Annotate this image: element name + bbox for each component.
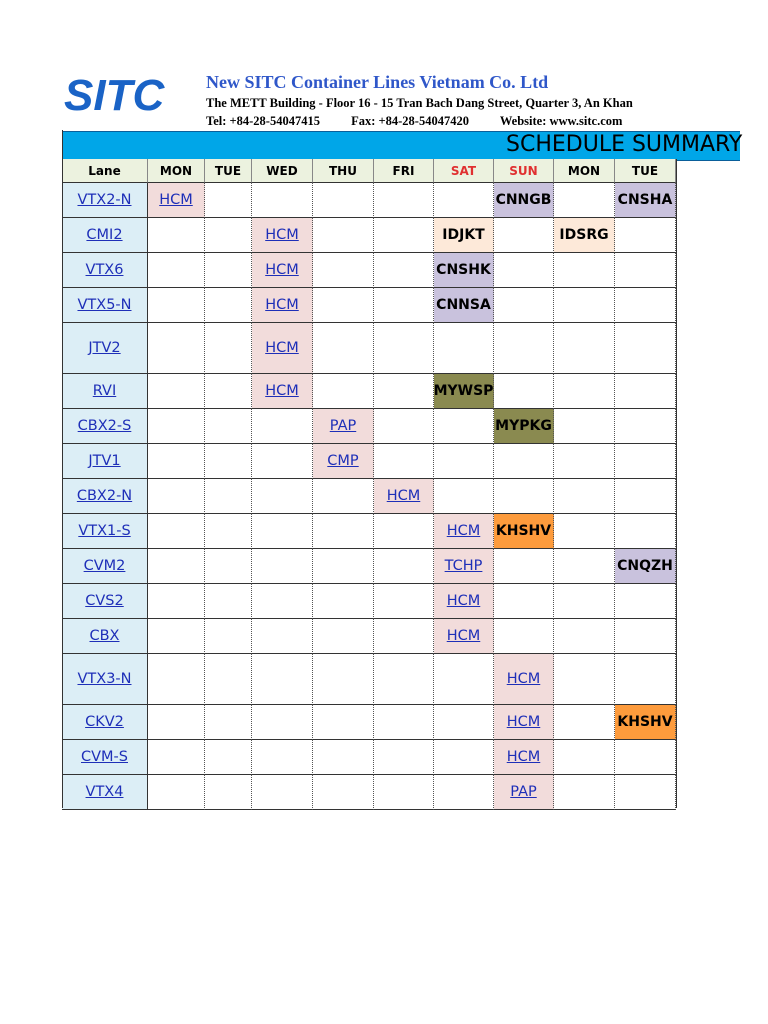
empty-cell [148, 514, 205, 549]
empty-cell [148, 740, 205, 775]
lane-link-ckv2[interactable]: CKV2 [62, 705, 148, 740]
empty-cell [434, 323, 494, 374]
empty-cell [374, 374, 434, 409]
empty-cell [252, 619, 313, 654]
empty-cell [313, 654, 374, 705]
empty-cell [313, 705, 374, 740]
empty-cell [252, 549, 313, 584]
port-badge-mypkg: MYPKG [494, 409, 554, 444]
empty-cell [554, 549, 615, 584]
lane-link-vtx3-n[interactable]: VTX3-N [62, 654, 148, 705]
empty-cell [615, 374, 676, 409]
port-link-hcm[interactable]: HCM [252, 253, 313, 288]
port-badge-cnngb: CNNGB [494, 183, 554, 218]
empty-cell [148, 479, 205, 514]
empty-cell [205, 218, 252, 253]
empty-cell [252, 479, 313, 514]
empty-cell [205, 654, 252, 705]
port-badge-cnsha: CNSHA [615, 183, 676, 218]
empty-cell [313, 514, 374, 549]
empty-cell [205, 323, 252, 374]
empty-cell [374, 218, 434, 253]
column-header-sat-6: SAT [434, 159, 494, 183]
lane-link-vtx2-n[interactable]: VTX2-N [62, 183, 148, 218]
empty-cell [374, 323, 434, 374]
port-link-hcm[interactable]: HCM [252, 218, 313, 253]
empty-cell [205, 740, 252, 775]
port-link-hcm[interactable]: HCM [434, 584, 494, 619]
empty-cell [554, 654, 615, 705]
empty-cell [494, 288, 554, 323]
empty-cell [148, 705, 205, 740]
column-header-mon-1: MON [148, 159, 205, 183]
port-badge-cnnsa: CNNSA [434, 288, 494, 323]
empty-cell [434, 705, 494, 740]
empty-cell [252, 775, 313, 810]
port-badge-idsrg: IDSRG [554, 218, 615, 253]
empty-cell [494, 584, 554, 619]
column-header-thu-4: THU [313, 159, 374, 183]
empty-cell [434, 444, 494, 479]
empty-cell [615, 514, 676, 549]
empty-cell [252, 183, 313, 218]
empty-cell [313, 775, 374, 810]
port-link-hcm[interactable]: HCM [494, 740, 554, 775]
empty-cell [374, 654, 434, 705]
empty-cell [148, 253, 205, 288]
empty-cell [374, 740, 434, 775]
lane-link-cvm-s[interactable]: CVM-S [62, 740, 148, 775]
empty-cell [554, 183, 615, 218]
table-right-border [676, 159, 677, 808]
empty-cell [615, 775, 676, 810]
column-header-tue-2: TUE [205, 159, 252, 183]
empty-cell [252, 705, 313, 740]
empty-cell [205, 444, 252, 479]
empty-cell [374, 409, 434, 444]
empty-cell [554, 253, 615, 288]
website-text: Website: www.sitc.com [499, 114, 623, 128]
sitc-logo [62, 70, 165, 120]
lane-link-vtx4[interactable]: VTX4 [62, 775, 148, 810]
empty-cell [494, 374, 554, 409]
empty-cell [554, 514, 615, 549]
empty-cell [615, 323, 676, 374]
empty-cell [374, 288, 434, 323]
empty-cell [494, 479, 554, 514]
port-link-hcm[interactable]: HCM [494, 654, 554, 705]
port-badge-idjkt: IDJKT [434, 218, 494, 253]
fax-number: Fax: +84-28-54047420 [351, 114, 469, 128]
port-badge-mywsp: MYWSP [434, 374, 494, 409]
empty-cell [205, 549, 252, 584]
empty-cell [374, 514, 434, 549]
port-link-hcm[interactable]: HCM [374, 479, 434, 514]
empty-cell [313, 374, 374, 409]
empty-cell [615, 740, 676, 775]
empty-cell [374, 444, 434, 479]
column-header-tue-9: TUE [615, 159, 676, 183]
empty-cell [615, 619, 676, 654]
empty-cell [205, 409, 252, 444]
empty-cell [148, 619, 205, 654]
empty-cell [554, 740, 615, 775]
column-header-wed-3: WED [252, 159, 313, 183]
empty-cell [313, 584, 374, 619]
empty-cell [434, 479, 494, 514]
empty-cell [434, 654, 494, 705]
empty-cell [554, 409, 615, 444]
empty-cell [252, 654, 313, 705]
lane-link-cbx2-n[interactable]: CBX2-N [62, 479, 148, 514]
empty-cell [252, 584, 313, 619]
empty-cell [313, 619, 374, 654]
empty-cell [148, 409, 205, 444]
empty-cell [148, 549, 205, 584]
empty-cell [615, 253, 676, 288]
empty-cell [205, 253, 252, 288]
empty-cell [148, 775, 205, 810]
empty-cell [554, 288, 615, 323]
port-link-hcm[interactable]: HCM [252, 323, 313, 374]
company-name: New SITC Container Lines Vietnam Co. Ltd [206, 72, 549, 92]
empty-cell [252, 444, 313, 479]
lane-link-vtx5-n[interactable]: VTX5-N [62, 288, 148, 323]
empty-cell [434, 409, 494, 444]
port-link-pap[interactable]: PAP [494, 775, 554, 810]
empty-cell [434, 775, 494, 810]
port-badge-cnshk: CNSHK [434, 253, 494, 288]
lane-link-jtv1[interactable]: JTV1 [62, 444, 148, 479]
lane-link-cbx[interactable]: CBX [62, 619, 148, 654]
empty-cell [615, 654, 676, 705]
empty-cell [252, 514, 313, 549]
column-header-lane-0: Lane [62, 159, 148, 183]
empty-cell [374, 775, 434, 810]
port-link-hcm[interactable]: HCM [434, 619, 494, 654]
schedule-table [62, 159, 676, 808]
empty-cell [554, 705, 615, 740]
empty-cell [494, 619, 554, 654]
port-link-tchp[interactable]: TCHP [434, 549, 494, 584]
empty-cell [148, 584, 205, 619]
empty-cell [554, 775, 615, 810]
empty-cell [205, 288, 252, 323]
empty-cell [148, 218, 205, 253]
empty-cell [205, 183, 252, 218]
empty-cell [615, 479, 676, 514]
empty-cell [205, 775, 252, 810]
empty-cell [148, 323, 205, 374]
empty-cell [554, 323, 615, 374]
lane-link-cvs2[interactable]: CVS2 [62, 584, 148, 619]
empty-cell [374, 619, 434, 654]
empty-cell [615, 288, 676, 323]
empty-cell [554, 374, 615, 409]
empty-cell [374, 705, 434, 740]
port-badge-khshv: KHSHV [615, 705, 676, 740]
empty-cell [494, 549, 554, 584]
empty-cell [148, 444, 205, 479]
column-header-sun-7: SUN [494, 159, 554, 183]
port-link-pap[interactable]: PAP [313, 409, 374, 444]
company-address: The METT Building - Floor 16 - 15 Tran Bach Dang Street, Quarter 3, An Khan [206, 96, 633, 110]
empty-cell [554, 584, 615, 619]
empty-cell [205, 584, 252, 619]
lane-link-rvi[interactable]: RVI [62, 374, 148, 409]
empty-cell [205, 514, 252, 549]
empty-cell [615, 444, 676, 479]
lane-link-vtx6[interactable]: VTX6 [62, 253, 148, 288]
empty-cell [374, 584, 434, 619]
empty-cell [148, 654, 205, 705]
empty-cell [313, 288, 374, 323]
empty-cell [615, 584, 676, 619]
empty-cell [205, 705, 252, 740]
port-link-cmp[interactable]: CMP [313, 444, 374, 479]
empty-cell [205, 479, 252, 514]
empty-cell [615, 218, 676, 253]
port-badge-khshv: KHSHV [494, 514, 554, 549]
logo-text: SITC [64, 71, 165, 120]
empty-cell [313, 323, 374, 374]
phone-number: Tel: +84-28-54047415 [206, 114, 320, 128]
empty-cell [313, 740, 374, 775]
table-left-border [62, 130, 63, 808]
empty-cell [252, 740, 313, 775]
empty-cell [313, 253, 374, 288]
column-header-fri-5: FRI [374, 159, 434, 183]
empty-cell [374, 549, 434, 584]
empty-cell [554, 619, 615, 654]
empty-cell [494, 253, 554, 288]
contact-line [206, 114, 650, 129]
schedule-title: SCHEDULE SUMMARY [506, 132, 743, 157]
lane-link-cbx2-s[interactable]: CBX2-S [62, 409, 148, 444]
empty-cell [494, 218, 554, 253]
lane-link-cvm2[interactable]: CVM2 [62, 549, 148, 584]
port-link-hcm[interactable]: HCM [252, 374, 313, 409]
empty-cell [494, 323, 554, 374]
port-link-hcm[interactable]: HCM [252, 288, 313, 323]
empty-cell [313, 479, 374, 514]
empty-cell [434, 740, 494, 775]
empty-cell [205, 619, 252, 654]
empty-cell [205, 374, 252, 409]
port-link-hcm[interactable]: HCM [148, 183, 205, 218]
empty-cell [554, 479, 615, 514]
empty-cell [148, 288, 205, 323]
empty-cell [434, 183, 494, 218]
empty-cell [252, 409, 313, 444]
column-header-mon-8: MON [554, 159, 615, 183]
lane-link-vtx1-s[interactable]: VTX1-S [62, 514, 148, 549]
port-link-hcm[interactable]: HCM [434, 514, 494, 549]
lane-link-cmi2[interactable]: CMI2 [62, 218, 148, 253]
empty-cell [494, 444, 554, 479]
empty-cell [313, 183, 374, 218]
empty-cell [313, 218, 374, 253]
empty-cell [615, 409, 676, 444]
port-badge-cnqzh: CNQZH [615, 549, 676, 584]
empty-cell [148, 374, 205, 409]
empty-cell [374, 253, 434, 288]
lane-link-jtv2[interactable]: JTV2 [62, 323, 148, 374]
empty-cell [313, 549, 374, 584]
empty-cell [374, 183, 434, 218]
port-link-hcm[interactable]: HCM [494, 705, 554, 740]
empty-cell [554, 444, 615, 479]
